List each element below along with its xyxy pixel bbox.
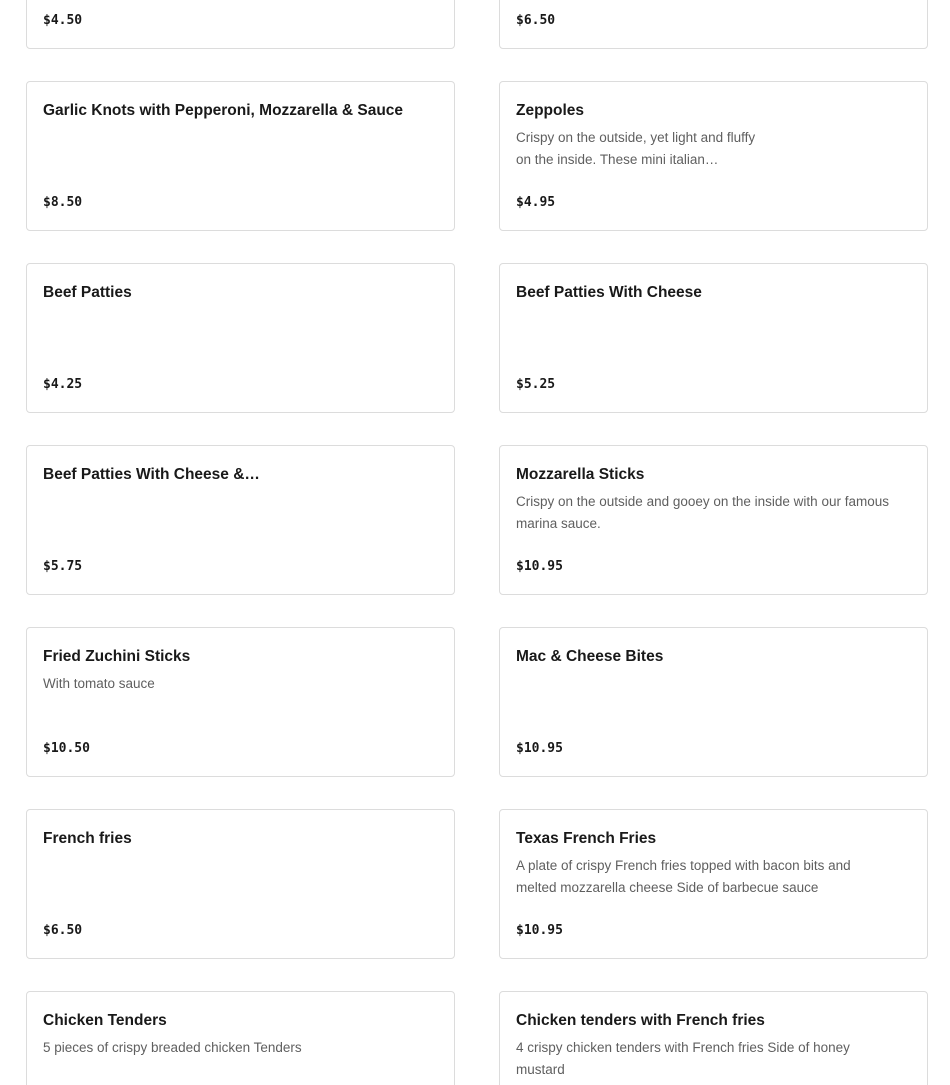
menu-item-name: Texas French Fries [516,830,657,847]
menu-item-card-zeppoles[interactable] [499,81,928,231]
menu-item-name: Garlic Knots with Pepperoni, Mozzarella & Sauce [43,102,404,119]
menu-item-price: $8.50 [43,195,83,210]
menu-item-name: French fries [43,830,132,847]
menu-item-description: 5 pieces of crispy breaded chicken Tenders [43,1040,302,1055]
menu-item-description: Crispy on the outside and gooey on the inside with our famous marina sauce. [516,494,889,531]
menu-item-description: A plate of crispy French fries topped with bacon bits and melted mozzarella cheese Side of barbecue sauce [516,858,851,895]
menu-item-description: 4 crispy chicken tenders with French fries Side of honey mustard [516,1040,850,1077]
menu-item-description: With tomato sauce [43,676,155,691]
menu-item-name: Beef Patties With Cheese &… [43,466,260,483]
menu-item-card-beef-patties[interactable] [26,263,455,413]
menu-item-card-mac-cheese-bites[interactable] [499,627,928,777]
menu-item-price: $6.50 [43,923,83,938]
menu-item-card-chicken-tenders[interactable] [26,991,455,1085]
menu-item-card-beef-patties-cheese[interactable] [499,263,928,413]
menu-item-card-garlic-knots[interactable] [26,81,455,231]
menu-item-price: $10.50 [43,741,90,756]
menu-item-card-fried-zuchini-sticks[interactable] [26,627,455,777]
menu-item-card[interactable] [499,0,928,49]
menu-item-price: $4.25 [43,377,83,392]
menu-item-price: $5.75 [43,559,83,574]
menu-item-name: Beef Patties With Cheese [516,284,702,301]
menu-item-price: $5.25 [516,377,556,392]
menu-item-card-chicken-tenders-fries[interactable] [499,991,928,1085]
menu-item-name: Beef Patties [43,284,132,301]
menu-item-price: $4.50 [43,13,83,28]
menu-item-card-texas-french-fries[interactable] [499,809,928,959]
menu-item-card-mozzarella-sticks[interactable] [499,445,928,595]
menu-item-card-french-fries[interactable] [26,809,455,959]
menu-item-name: Fried Zuchini Sticks [43,648,191,665]
menu-item-price: $6.50 [516,13,556,28]
menu-item-name: Chicken Tenders [43,1012,167,1029]
menu-item-price: $10.95 [516,741,563,756]
menu-item-price: $4.95 [516,195,556,210]
menu-item-name: Chicken tenders with French fries [516,1012,765,1029]
menu-item-price: $10.95 [516,923,563,938]
menu-item-card[interactable] [26,0,455,49]
menu-item-name: Zeppoles [516,102,585,119]
menu-item-price: $10.95 [516,559,563,574]
menu-item-description: Crispy on the outside, yet light and fluffy on the inside. These mini italian… [516,130,756,167]
menu-item-name: Mozzarella Sticks [516,466,645,483]
menu-item-name: Mac & Cheese Bites [516,648,664,665]
menu-item-card-beef-patties-cheese-and[interactable] [26,445,455,595]
